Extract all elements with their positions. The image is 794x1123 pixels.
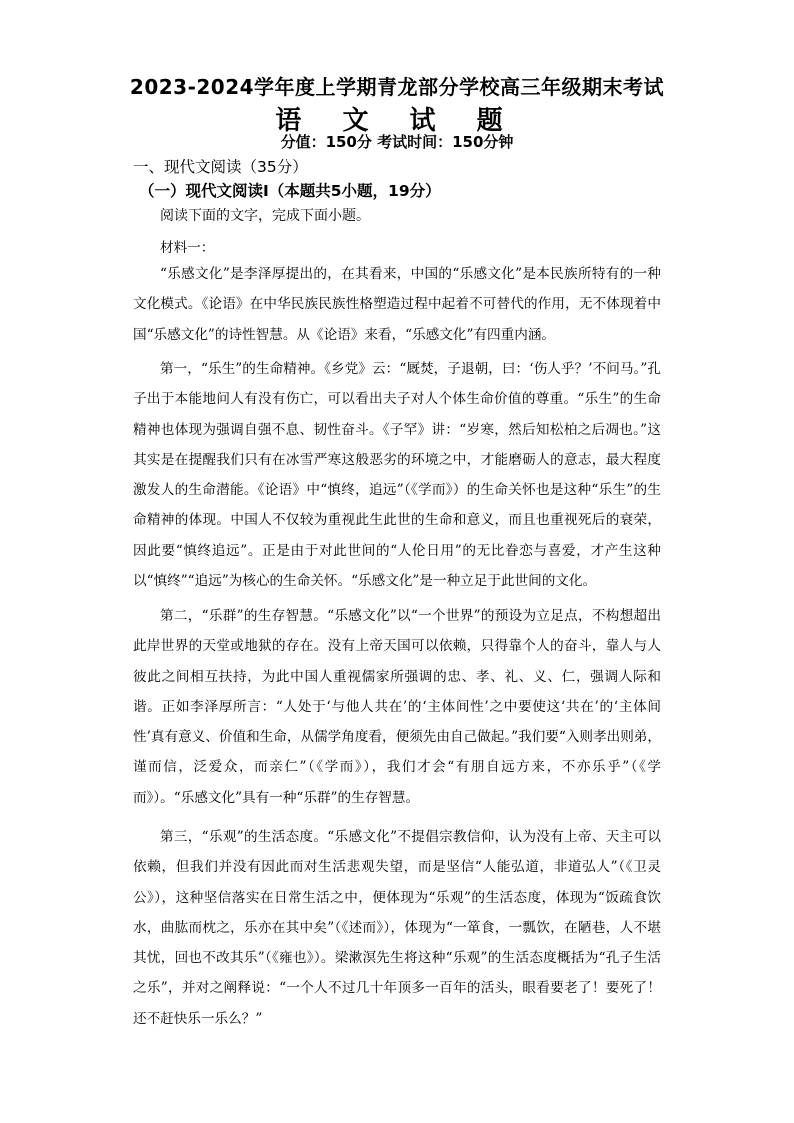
exam-title: 2023-2024学年度上学期青龙部分学校高三年级期末考试 <box>129 75 665 99</box>
subject-title: 语 文 试 题 <box>275 106 519 136</box>
instruction-text: 阅读下面的文字，完成下面小题。 <box>160 208 370 224</box>
paragraph: 第三，“乐观”的生活态度。“乐感文化”不提倡宗教信仰，认为没有上帝、天主可以依赖，但我们并没有因此而对生活悲观失望，而是坚信“人能弘道，非道弘人”（《卫灵公》），这种坚信落实在日常生活之中，便体现为“乐观”的生活态度，体现为“饭疏食饮水，曲肱而枕之，乐亦在其中矣”（《述而》），体现为“一箪食，一瓢饮，在陋巷，人不堪其忧，回也不改其乐”（《雍也》）。梁漱溟先生将这种“乐观”的生活态度概括为“孔子生活之乐”，并对之阐释说：“一个人不过几十年顶多一百年的活头，眼看要老了！要死了！还不赶快乐一乐么？” <box>133 829 661 1027</box>
section-heading: 一、现代文阅读（35分） <box>133 158 308 176</box>
exam-info: 分值：150分 考试时间：150分钟 <box>280 133 514 151</box>
subsection-heading: （一）现代文阅读Ⅰ（本题共5小题，19分） <box>139 182 441 200</box>
paragraph: 第一，“乐生”的生命精神。《乡党》云：“厩焚，子退朝，曰：‘伤人乎？’不问马。”孔子出于本能地问人有没有伤亡，可以看出夫子对人个体生命价值的尊重。“乐生”的生命精神也体现为强调自强不息、韧性奋斗。《子罕》讲：“岁寒，然后知松柏之后凋也。”这其实是在提醒我们只有在冰雪严寒这般恶劣的环境之中，才能磨砺人的意志，最大程度激发人的生命潜能。《论语》中“慎终，追远”（《学而》）的生命关怀也是这种“乐生”的生命精神的体现。中国人不仅较为重视此生此世的生命和意义，而且也重视死后的衰荣，因此要“慎终追远”。正是由于对此世间的“人伦日用”的无比眷恋与喜爱，才产生这种以“慎终”“追远”为核心的生命关怀。“乐感文化”是一种立足于此世间的文化。 <box>133 361 661 590</box>
material-label: 材料一： <box>160 240 215 256</box>
paragraph: 第二，“乐群”的生存智慧。“乐感文化”以“一个世界”的预设为立足点，不构想超出此岸世界的天堂或地狱的存在。没有上帝天国可以依赖，只得靠个人的奋斗，靠人与人彼此之间相互扶持，为此中国人重视儒家所强调的忠、孝、礼、义、仁，强调人际和谐。正如李泽厚所言：“人处于‘与他人共在’的‘主体间性’之中要使这‘共在’的‘主体间性’真有意义、价值和生命，从儒学角度看，便须先由自己做起。”我们要“入则孝出则弟，谨而信，泛爱众，而亲仁”（《学而》），我们才会“有朋自远方来，不亦乐乎”（《学而》）。“乐感文化”具有一种“乐群”的生存智慧。 <box>133 608 661 806</box>
paragraph: “乐感文化”是李泽厚提出的，在其看来，中国的“乐感文化”是本民族所特有的一种文化模式。《论语》在中华民族民族性格塑造过程中起着不可替代的作用，无不体现着中国“乐感文化”的诗性智慧。从《论语》来看，“乐感文化”有四重内涵。 <box>133 266 661 343</box>
